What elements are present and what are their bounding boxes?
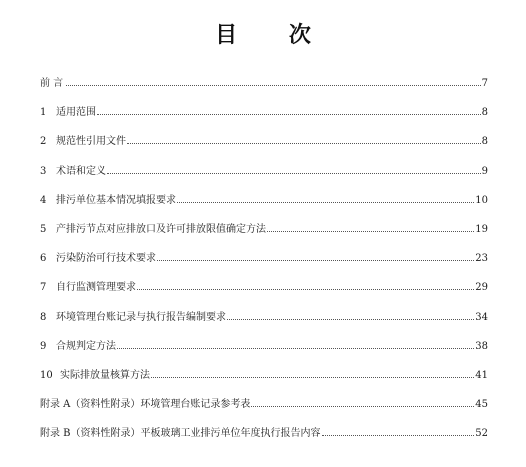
toc-entry-number: 4 [40, 194, 47, 206]
toc-entry-text: 附录 B（资料性附录）平板玻璃工业排污单位年度执行报告内容 [40, 428, 321, 440]
toc-entry-text: 前 言 [40, 78, 64, 89]
toc-entry-page: 52 [475, 428, 488, 440]
toc-leader-dots [151, 376, 474, 378]
toc-leader-dots [177, 201, 474, 203]
toc-entry-page: 19 [475, 223, 488, 235]
toc-entry-page: 10 [475, 194, 488, 206]
toc-entry-page: 34 [475, 311, 488, 323]
toc-leader-dots [127, 142, 481, 144]
toc-title: 目 次 [215, 23, 333, 48]
toc-entry-text: 适用范围 [56, 107, 96, 119]
toc-entry-10[interactable] [40, 366, 488, 395]
toc-entry-8[interactable] [40, 308, 488, 337]
toc-entry-foreword[interactable] [40, 74, 488, 103]
toc-entry-text: 规范性引用文件 [56, 136, 126, 148]
toc-leader-dots [157, 259, 474, 261]
toc-entry-number: 10 [40, 369, 53, 381]
toc-entry-number: 3 [40, 165, 47, 177]
toc-entry-page: 41 [475, 369, 488, 381]
toc-entry-page: 8 [481, 107, 488, 119]
toc-entry-text: 产排污节点对应排放口及许可排放限值确定方法 [56, 223, 266, 235]
toc-entry-page: 8 [481, 136, 488, 148]
toc-leader-dots [227, 318, 474, 320]
toc-entry-number: 6 [40, 253, 47, 265]
toc-entry-9[interactable] [40, 337, 488, 366]
toc-leader-dots [66, 84, 480, 86]
toc-entry-page: 9 [481, 165, 488, 177]
toc-list [40, 74, 488, 453]
toc-entry-text: 排污单位基本情况填报要求 [56, 194, 176, 206]
toc-entry-number: 8 [40, 311, 47, 323]
toc-leader-dots [267, 230, 474, 232]
toc-leader-dots [97, 113, 481, 115]
toc-leader-dots [322, 434, 475, 436]
toc-entry-text: 污染防治可行技术要求 [56, 253, 156, 265]
toc-entry-text: 自行监测管理要求 [56, 282, 136, 294]
toc-entry-number: 1 [40, 107, 47, 119]
toc-entry-3[interactable] [40, 162, 488, 191]
toc-entry-text: 附录 A（资料性附录）环境管理台账记录参考表 [40, 399, 251, 411]
toc-entry-6[interactable] [40, 249, 488, 278]
toc-entry-1[interactable] [40, 103, 488, 132]
toc-entry-4[interactable] [40, 191, 488, 220]
toc-entry-text: 合规判定方法 [56, 340, 116, 352]
toc-leader-dots [107, 172, 481, 174]
toc-entry-appendix-a[interactable] [40, 395, 488, 424]
toc-leader-dots [251, 405, 474, 407]
toc-leader-dots [137, 288, 474, 290]
toc-entry-7[interactable] [40, 278, 488, 307]
toc-entry-page: 7 [481, 78, 488, 89]
toc-leader-dots [117, 347, 474, 349]
toc-entry-2[interactable] [40, 132, 488, 161]
toc-entry-page: 45 [475, 399, 488, 411]
toc-entry-appendix-b[interactable] [40, 424, 488, 453]
toc-entry-number: 7 [40, 282, 47, 294]
toc-entry-number: 9 [40, 340, 47, 352]
toc-entry-page: 23 [475, 253, 488, 265]
toc-entry-page: 38 [475, 340, 488, 352]
toc-entry-number: 5 [40, 223, 47, 235]
toc-entry-text: 实际排放量核算方法 [60, 369, 150, 381]
toc-entry-text: 术语和定义 [56, 165, 106, 177]
toc-entry-text: 环境管理台账记录与执行报告编制要求 [56, 311, 226, 323]
toc-entry-page: 29 [475, 282, 488, 294]
toc-entry-5[interactable] [40, 220, 488, 249]
toc-entry-number: 2 [40, 136, 47, 148]
